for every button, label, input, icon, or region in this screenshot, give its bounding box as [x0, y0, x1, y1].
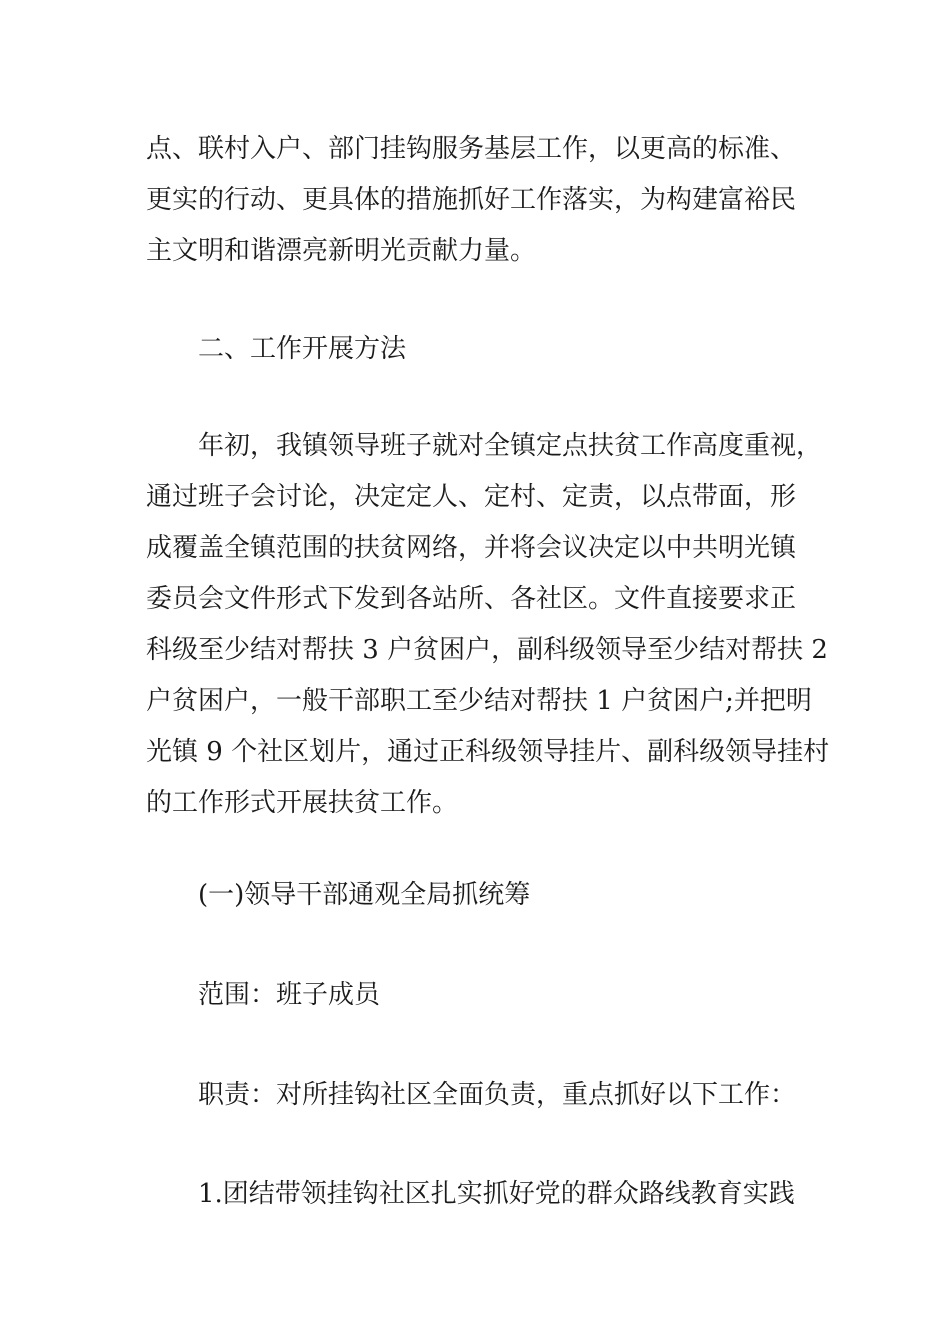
text-line: 点、联村入户、部门挂钩服务基层工作，以更高的标准、	[146, 134, 797, 164]
text-line: 通过班子会讨论，决定定人、定村、定责，以点带面，形	[146, 482, 797, 512]
duty-line	[146, 1070, 888, 1121]
text-line: 成覆盖全镇范围的扶贫网络，并将会议决定以中共明光镇	[146, 533, 797, 563]
scope-line	[146, 970, 888, 1021]
text-line: 更实的行动、更具体的措施抓好工作落实，为构建富裕民	[146, 185, 797, 215]
paragraph-intro-continued	[146, 124, 836, 277]
text-line: 的工作形式开展扶贫工作。	[146, 788, 459, 818]
section-heading	[146, 324, 888, 375]
list-item	[146, 1169, 888, 1220]
text-line: 主文明和谐漂亮新明光贡献力量。	[146, 236, 537, 266]
text-line: 委员会文件形式下发到各站所、各社区。文件直接要求正	[146, 584, 797, 614]
list-item-text: 1.团结带领挂钩社区扎实抓好党的群众路线教育实践	[198, 1179, 795, 1209]
subsection-heading	[146, 870, 888, 921]
duty-text: 职责：对所挂钩社区全面负责，重点抓好以下工作：	[198, 1080, 797, 1110]
paragraph-method	[146, 421, 836, 829]
text-line: 户贫困户，一般干部职工至少结对帮扶 1 户贫困户;并把明	[146, 686, 812, 716]
text-line: 光镇 9 个社区划片，通过正科级领导挂片、副科级领导挂村	[146, 737, 830, 767]
scope-text: 范围：班子成员	[198, 980, 381, 1010]
text-line: 年初，我镇领导班子就对全镇定点扶贫工作高度重视，	[198, 431, 823, 461]
text-line: 科级至少结对帮扶 3 户贫困户，副科级领导至少结对帮扶 2	[146, 635, 828, 665]
subheading-text: (一)领导干部通观全局抓统筹	[198, 880, 531, 910]
heading-text: 二、工作开展方法	[198, 334, 407, 364]
